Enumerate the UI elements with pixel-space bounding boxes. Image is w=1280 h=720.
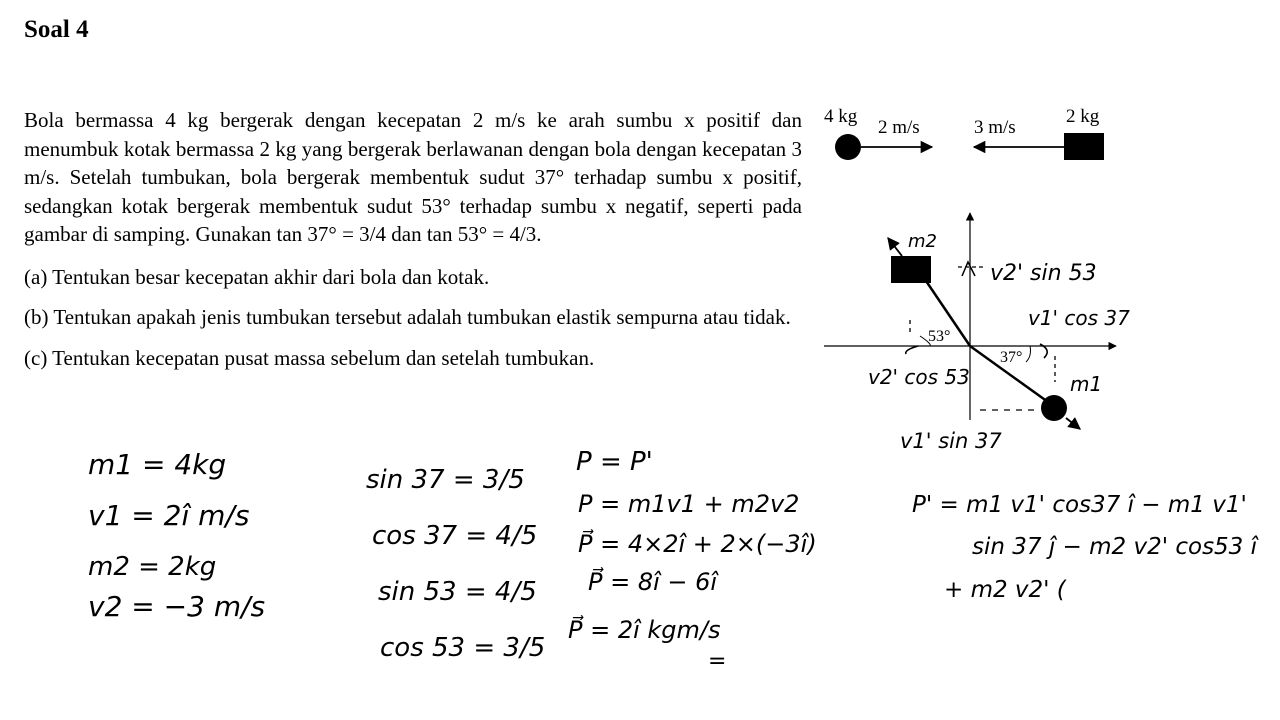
ball-before — [835, 134, 861, 160]
hw-p-equals-next: = — [708, 649, 727, 674]
ball-mass-label: 4 kg — [824, 106, 858, 127]
figure-after-collision — [824, 213, 1130, 453]
hw-p-substitution: P⃗ = 4×2î + 2×(−3î) — [578, 530, 817, 558]
ball-after-arrow — [1066, 418, 1080, 429]
hw-p-after-line3: + m2 v2' ( — [944, 577, 1066, 603]
question-b: (b) Tentukan apakah jenis tumbukan tersebut adalah tumbukan elastik sempurna atau tidak. — [24, 305, 791, 329]
hw-p-simplified: P⃗ = 8î − 6î — [588, 568, 718, 596]
question-a: (a) Tentukan besar kecepatan akhir dari bola dan kotak. — [24, 264, 490, 289]
box-speed-label: 3 m/s — [974, 117, 1016, 138]
hw-m1-label: m1 — [1070, 372, 1103, 396]
hw-p-equals-p: P = P' — [576, 447, 653, 477]
hw-cos53: cos 53 = 3/5 — [380, 633, 546, 663]
angle-arc-37 — [1026, 346, 1031, 362]
hw-sin53: sin 53 = 4/5 — [378, 577, 537, 607]
hw-given-m1: m1 = 4kg — [88, 448, 227, 481]
hw-v1-sin37: v1' sin 37 — [900, 429, 1002, 453]
hw-cos37: cos 37 = 4/5 — [372, 521, 538, 551]
hw-p-formula: P = m1v1 + m2v2 — [578, 490, 800, 518]
page-title: Soal 4 — [24, 16, 89, 43]
box-before — [1064, 133, 1104, 160]
handwritten-momentum — [568, 447, 817, 674]
question-c: (c) Tentukan kecepatan pusat massa sebelum dan setelah tumbukan. — [24, 345, 595, 370]
handwritten-givens — [88, 448, 265, 623]
hw-p-after-line1: P' = m1 v1' cos37 î − m1 v1' — [912, 492, 1247, 518]
problem-intro: Bola bermassa 4 kg bergerak dengan kecepatan 2 m/s ke arah sumbu x positif dan menumbuk kotak bermassa 2 kg yang bergerak berlawanan dengan bola dengan kecepatan 3 m/s. Setelah tumbukan, bola bergerak membentuk sudut 37° terhadap sumbu x positif, sedangkan kotak bergerak membentuk sudut 53° terhadap sumbu x negatif, seperti pada gambar di samping. Gunakan tan 37° = 3/4 dan tan 53° = 4/3. — [24, 108, 802, 246]
hw-p-after-line2: sin 37 ĵ − m2 v2' cos53 î — [972, 534, 1258, 560]
hw-v2-cos53: v2' cos 53 — [868, 365, 970, 389]
ball-speed-label: 2 m/s — [878, 117, 920, 138]
figure-before-collision — [824, 106, 1104, 160]
hw-given-v2: v2 = −3 m/s — [88, 590, 266, 623]
hw-sin37: sin 37 = 3/5 — [366, 465, 525, 495]
box-after-arrow — [888, 238, 902, 256]
angle-53-label: 53° — [928, 328, 951, 345]
hw-p-result: P⃗ = 2î kgm/s — [568, 616, 721, 644]
angle-37-label: 37° — [1000, 349, 1023, 366]
box-mass-label: 2 kg — [1066, 106, 1100, 127]
ball-after — [1041, 395, 1067, 421]
hw-given-v1: v1 = 2î m/s — [88, 499, 250, 532]
handwritten-momentum-after — [912, 492, 1260, 603]
box-after — [891, 256, 931, 283]
hw-m2-label: m2 — [908, 231, 937, 252]
hw-given-m2: m2 = 2kg — [88, 552, 217, 582]
hw-v1-cos37: v1' cos 37 — [1028, 306, 1130, 330]
handwritten-trig — [366, 465, 545, 663]
hw-v2-sin53: v2' sin 53 — [990, 261, 1097, 286]
